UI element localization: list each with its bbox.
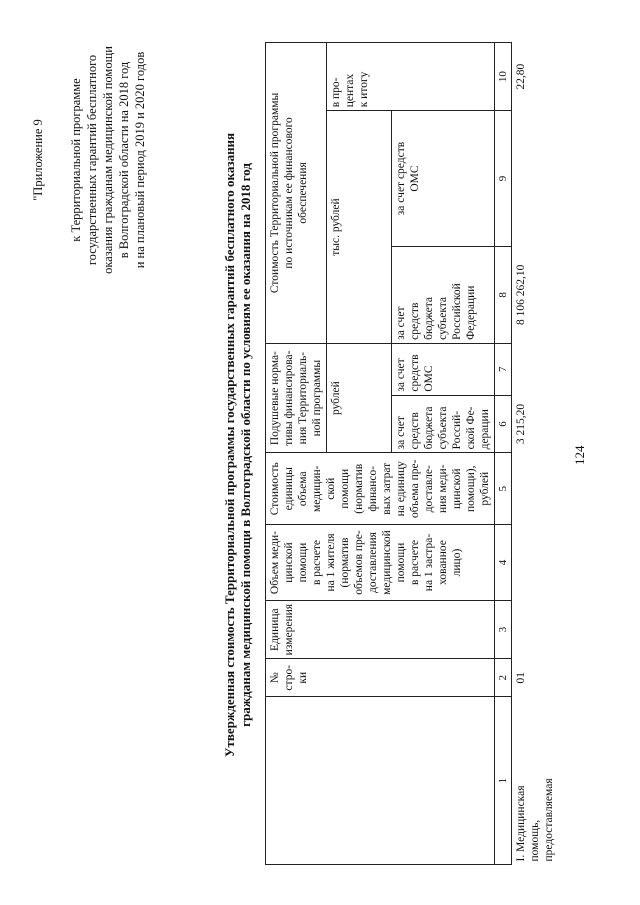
page-number: 124 — [572, 445, 587, 465]
column-number: 8 — [495, 246, 512, 343]
header-cell-row-no: № стро- ки — [266, 659, 495, 697]
column-number: 4 — [495, 525, 512, 601]
column-number: 9 — [495, 111, 512, 246]
header-cell-volume: Объем меди- цинской помощи в расчете на 1 жителя (норматив объемов пре- доставления медицинской помощи в расчете на 1 застра- хованное лицо) — [266, 525, 495, 601]
table-row — [512, 43, 559, 865]
header-cell-total-oms: за счет средств ОМС — [392, 111, 495, 246]
appendix-title: "Приложение 9 — [31, 119, 45, 201]
column-number: 10 — [495, 43, 512, 111]
header-cell-per-capita: Подушевые норма- тивы финансирова- ния Территориаль- ной программы — [266, 343, 327, 453]
cost-table — [265, 42, 558, 865]
document-title-line: Утвержденная стоимость Территориальной программы государственных гарантий бесплатного оказания — [222, 132, 237, 758]
appendix-block — [30, 15, 148, 305]
row-unit-cost-cell — [512, 453, 559, 525]
header-cell-name — [266, 697, 495, 865]
header-cell-per-capita-oms: за счет средств ОМС — [392, 343, 495, 395]
appendix-line: в Волгоградской области на 2018 год — [117, 61, 131, 259]
header-cell-percent: в про- центах к итогу — [327, 43, 495, 111]
column-number: 6 — [495, 395, 512, 453]
column-number: 1 — [495, 697, 512, 865]
header-cell-unit-cost: Стоимость единицы объема медицин- ской помощи (норматив финансо- вых затрат на единицу объема пре- доставле- ния меди- цинской помощи), рублей — [266, 453, 495, 525]
column-number: 3 — [495, 600, 512, 658]
header-cell-total-cost: Стоимость Территориальной программы по источникам ее финансового обеспечения — [266, 43, 327, 344]
column-number: 7 — [495, 343, 512, 395]
appendix-line: и на плановый период 2019 и 2020 годов — [133, 51, 147, 269]
row-total-budget-cell: 8 106 262,10 — [515, 264, 527, 325]
appendix-line: оказания гражданам медицинской помощи — [101, 46, 115, 274]
document-title-line: гражданам медицинской помощи в Волгоградской области по условиям ее оказания на 2018 год — [238, 163, 253, 727]
row-number-cell: 01 — [515, 672, 527, 684]
document-title — [222, 45, 254, 845]
header-cell-unit: Единица измерения — [266, 600, 495, 658]
row-per-capita-oms-cell — [512, 343, 559, 395]
appendix-line: государственных гарантий бесплатного — [85, 54, 99, 266]
row-per-capita-budget-cell: 3 215,20 — [515, 403, 527, 445]
row-total-oms-cell — [512, 111, 559, 246]
column-number: 5 — [495, 453, 512, 525]
column-number-row — [495, 43, 512, 865]
row-percent-cell: 22,80 — [515, 63, 527, 90]
row-name-cell: I. Медицинская помощь, предоставляемая — [515, 778, 555, 862]
header-cell-per-capita-budget: за счет средств бюджета субъекта Россий- ской Фе- дерации — [392, 395, 495, 453]
header-cell-per-capita-unit: рублей — [327, 343, 392, 453]
column-number: 2 — [495, 659, 512, 697]
row-unit-cell — [512, 600, 559, 658]
appendix-line: к Территориальной программе — [69, 78, 83, 242]
row-volume-cell — [512, 525, 559, 601]
table-header-row — [266, 43, 327, 865]
header-cell-total-budget: за счет средств бюджета субъекта Российской Федерации — [392, 246, 495, 343]
header-cell-total-unit: тыс. рублей — [327, 111, 392, 344]
